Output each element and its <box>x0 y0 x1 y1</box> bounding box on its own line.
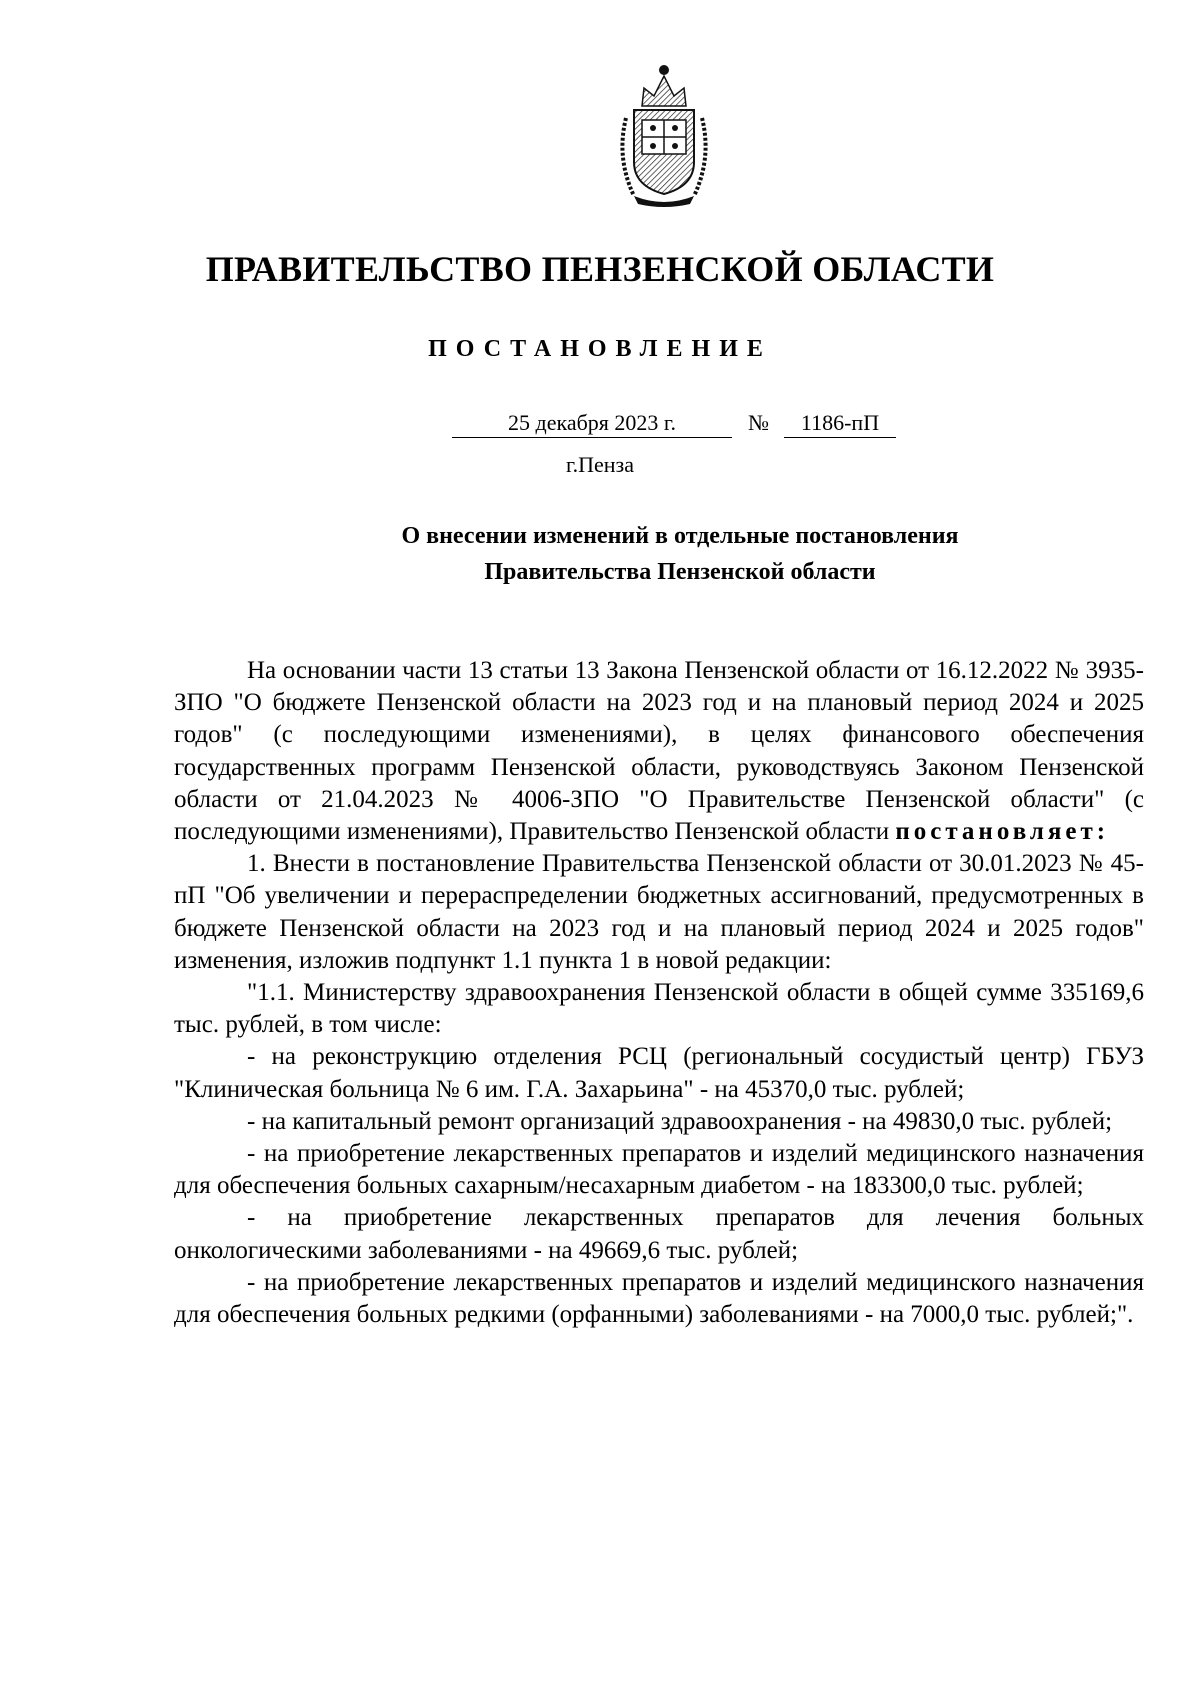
number-sign: № <box>748 410 769 435</box>
document-number: 1186-пП <box>784 410 896 438</box>
list-item: - на капитальный ремонт организаций здравоохранения - на 49830,0 тыс. рублей; <box>247 1107 1113 1135</box>
coat-of-arms-emblem <box>604 58 724 208</box>
item-1-paragraph: 1. Внести в постановление Правительства Пензенской области от 30.01.2023 № 45-пП "Об увеличении и перераспределении бюджетных ассигнований, предусмотренных в бюджете Пензенской области на 2023 год и на плановый период 2024 и 2025 годов" изменения, изложив подпункт 1.1 пункта 1 в новой редакции: <box>174 850 1144 974</box>
document-date: 25 декабря 2023 г. <box>452 410 732 438</box>
document-type-title: ПОСТАНОВЛЕНИЕ <box>428 336 772 362</box>
subitem-1-1-paragraph: "1.1. Министерству здравоохранения Пензенской области в общей сумме 335169,6 тыс. рублей, в том числе: <box>174 979 1144 1039</box>
government-title: ПРАВИТЕЛЬСТВО ПЕНЗЕНСКОЙ ОБЛАСТИ <box>205 249 995 289</box>
list-item: - на реконструкцию отделения РСЦ (региональный сосудистый центр) ГБУЗ "Клиническая больница № 6 им. Г.А. Захарьина" - на 45370,0 тыс. рублей; <box>174 1043 1144 1103</box>
subject-line-1: О внесении изменений в отдельные постановления <box>401 523 959 549</box>
list-item: - на приобретение лекарственных препаратов и изделий медицинского назначения для обеспечения больных сахарным/несахарным диабетом - на 183300,0 тыс. рублей; <box>174 1140 1144 1200</box>
document-body <box>174 655 1144 1331</box>
resolves-word: постановляет: <box>895 818 1110 846</box>
list-item: - на приобретение лекарственных препаратов и изделий медицинского назначения для обеспечения больных редкими (орфанными) заболеваниями - на 7000,0 тыс. рублей;". <box>174 1268 1144 1329</box>
preamble-text: На основании части 13 статьи 13 Закона Пензенской области от 16.12.2022 № 3935-ЗПО "О бюджете Пензенской области на 2023 год и на плановый период 2024 и 2025 годов" (с последующими изменениями), в целях финансового обеспечения государственных программ Пензенской области, руководствуясь Законом Пензенской области от 21.04.2023 № 4006-ЗПО "О Правительстве Пензенской области" (с последующими изменениями), Правительство Пензенской области <box>174 657 1144 846</box>
document-subject <box>240 518 1120 590</box>
subject-line-2: Правительства Пензенской области <box>484 559 876 585</box>
list-item: - на приобретение лекарственных препаратов для лечения больных онкологическими заболеваниями - на 49669,6 тыс. рублей; <box>174 1204 1144 1264</box>
preamble-paragraph <box>174 655 1144 848</box>
document-city: г.Пенза <box>566 452 634 477</box>
